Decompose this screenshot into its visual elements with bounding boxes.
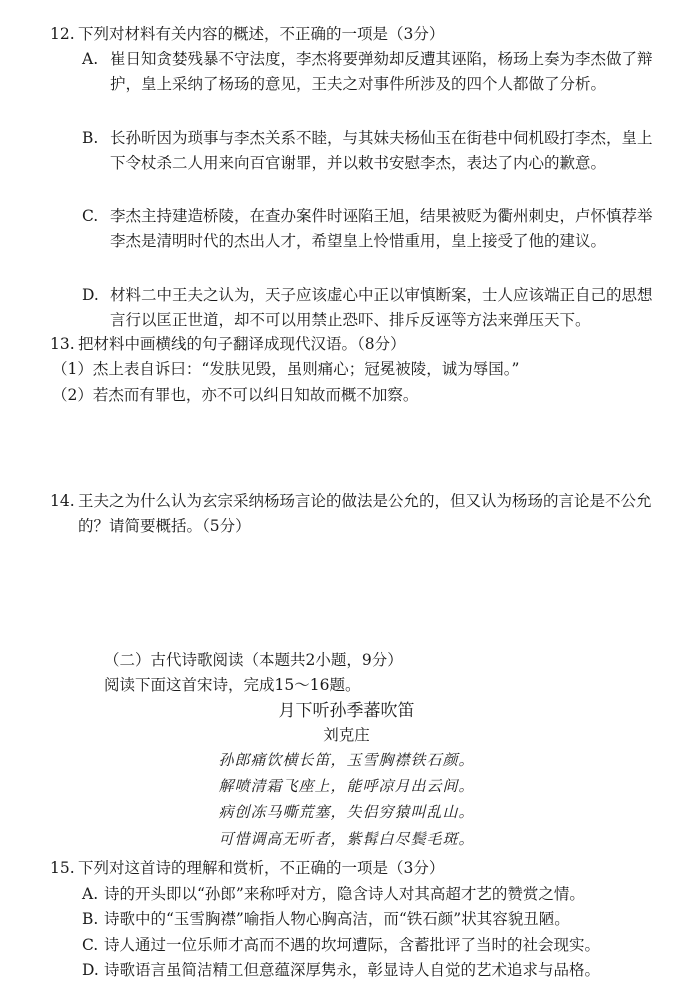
- question-number: 15.: [50, 859, 75, 877]
- q15-option-b: [82, 907, 662, 932]
- q15-option-a: [82, 882, 662, 907]
- q12-option-c: [82, 204, 662, 254]
- question-text: 把材料中画横线的句子翻译成现代汉语。（8分）: [78, 335, 406, 353]
- option-letter: C.: [82, 936, 99, 954]
- option-letter: D.: [82, 961, 99, 979]
- question-12-stem: [50, 22, 665, 47]
- question-15-stem: [50, 856, 665, 881]
- option-text: 李杰主持建造桥陵，在查办案件时诬陷王旭，结果被贬为衢州刺史，卢怀慎荐举李杰是清明时代的杰出人才，希望皇上怜惜重用，皇上接受了他的建议。: [110, 207, 653, 250]
- option-letter: D.: [82, 286, 99, 304]
- poem-line: 孙郎痛饮横长笛，玉雪胸襟铁石颜。: [218, 751, 475, 769]
- option-letter: A.: [82, 885, 99, 903]
- option-text: 诗的开头即以“孙郎”来称呼对方，隐含诗人对其高超才艺的赞赏之情。: [104, 885, 585, 903]
- option-letter: B.: [82, 910, 99, 928]
- question-text: 王夫之为什么认为玄宗采纳杨玚言论的做法是公允的，但又认为杨玚的言论是不公允的？请简要概括。（5分）: [78, 492, 652, 535]
- option-letter: B.: [82, 129, 99, 147]
- question-13-stem: [50, 332, 665, 357]
- question-number: 12.: [50, 25, 75, 43]
- q15-option-c: [82, 933, 662, 958]
- option-text: 诗歌语言虽简洁精工但意蕴深厚隽永，彰显诗人自觉的艺术追求与品格。: [104, 961, 601, 979]
- option-letter: C.: [82, 207, 99, 225]
- q13-item-1: （1）杰上表自诉曰：“发肤见毁，虽则痛心；冠冕被陵，诚为辱国。”: [52, 360, 520, 378]
- question-number: 13.: [50, 335, 75, 353]
- option-text: 长孙昕因为琐事与李杰关系不睦，与其妹夫杨仙玉在街巷中伺机殴打李杰，皇上下令杖杀二人用来向百官谢罪，并以敕书安慰李杰，表达了内心的歉意。: [110, 129, 653, 172]
- poem-line: 解喷清霜飞座上，能呼凉月出云间。: [218, 777, 475, 795]
- section-instruction: 阅读下面这首宋诗，完成15～16题。: [104, 676, 361, 694]
- question-text: 下列对材料有关内容的概述，不正确的一项是（3分）: [78, 25, 445, 43]
- q12-option-d: [82, 283, 662, 333]
- poem-line: 可惜调高无听者，紫髯白尽鬓毛斑。: [218, 830, 475, 848]
- question-14-stem: [50, 489, 665, 539]
- q13-item-2: （2）若杰而有罪也，亦不可以纠日知故而概不加察。: [52, 386, 419, 404]
- poem-author: 刘克庄: [323, 726, 370, 744]
- question-text: 下列对这首诗的理解和赏析，不正确的一项是（3分）: [78, 859, 445, 877]
- section-heading: （二）古代诗歌阅读（本题共2小题，9分）: [104, 651, 403, 669]
- question-number: 14.: [50, 492, 75, 510]
- option-text: 崔日知贪婪残暴不守法度，李杰将要弹劾却反遭其诬陷，杨玚上奏为李杰做了辩护，皇上采纳了杨玚的意见，王夫之对事件所涉及的四个人都做了分析。: [110, 50, 653, 93]
- q12-option-a: [82, 47, 662, 97]
- poem-line: 病创冻马嘶荒塞，失侣穷猿叫乱山。: [218, 803, 475, 821]
- option-text: 诗人通过一位乐师才高而不遇的坎坷遭际，含蓄批评了当时的社会现实。: [104, 936, 601, 954]
- poem-title: 月下听孙季蕃吹笛: [278, 701, 415, 721]
- option-text: 诗歌中的“玉雪胸襟”喻指人物心胸高洁，而“铁石颜”状其容貌丑陋。: [104, 910, 570, 928]
- option-text: 材料二中王夫之认为，天子应该虚心中正以审慎断案，士人应该端正自己的思想言行以匡正世道，却不可以用禁止恐吓、排斥反诬等方法来弹压天下。: [110, 286, 653, 329]
- q12-option-b: [82, 126, 662, 176]
- q15-option-d: [82, 958, 662, 983]
- option-letter: A.: [82, 50, 99, 68]
